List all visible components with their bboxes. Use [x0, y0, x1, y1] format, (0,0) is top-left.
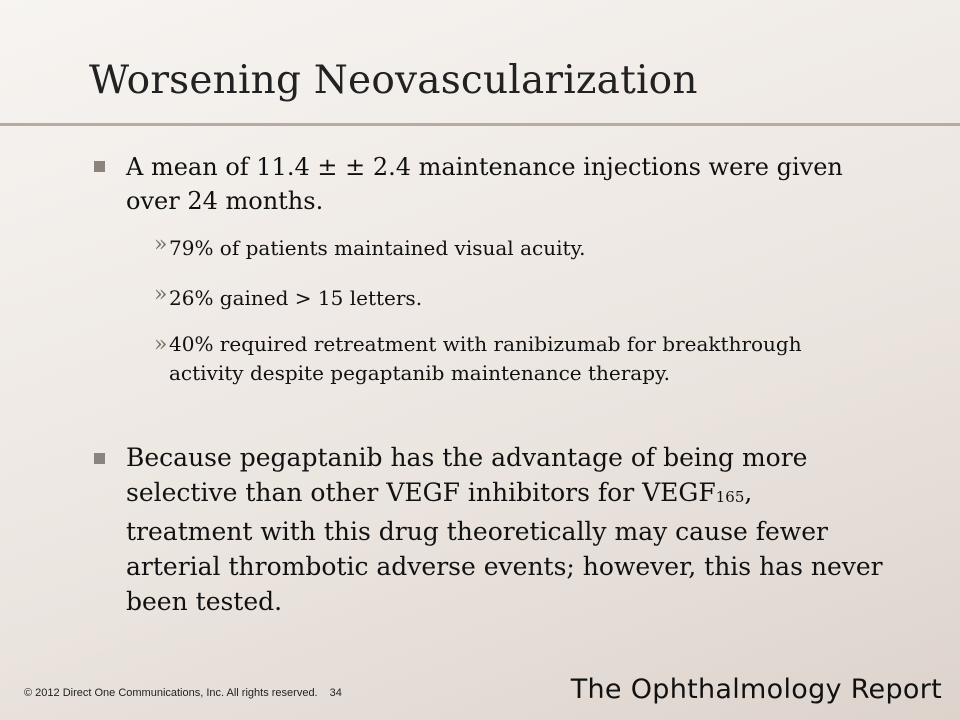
- bullet-1-text: A mean of 11.4 ± ± 2.4 maintenance injections were given over 24 months.: [126, 153, 843, 215]
- brand-logo-text: The Ophthalmology Report: [570, 674, 942, 705]
- sub-bullet-marker: »: [154, 282, 168, 307]
- bullet-2-text-part-2: , treatment with this drug theoretically may cause fewer arterial thrombotic adverse events; however, this has never been tested.: [126, 478, 883, 616]
- subitem-2: 26% gained > 15 letters.: [169, 286, 423, 310]
- subitem-1: 79% of patients maintained visual acuity.: [169, 236, 586, 260]
- copyright-text: © 2012 Direct One Communications, Inc. All rights reserved.: [24, 687, 318, 699]
- footer-copyright: [24, 687, 342, 699]
- sub-bullet-marker: »: [154, 232, 168, 257]
- bullet-marker: [94, 453, 105, 464]
- bullet-2-text: [126, 440, 886, 619]
- sub-bullet-marker: »: [154, 332, 168, 357]
- vegf-subscript: 165: [715, 488, 745, 506]
- page-number: 34: [329, 687, 342, 699]
- bullet-2-text-part-1: Because pegaptanib has the advantage of being more selective than other VEGF inhibitors for VEGF: [126, 443, 808, 507]
- bullet-marker: [94, 161, 105, 172]
- slide-title: Worsening Neovascularization: [89, 58, 698, 103]
- subitem-3: 40% required retreatment with ranibizumab for breakthrough activity despite pegaptanib maintenance therapy.: [169, 332, 802, 385]
